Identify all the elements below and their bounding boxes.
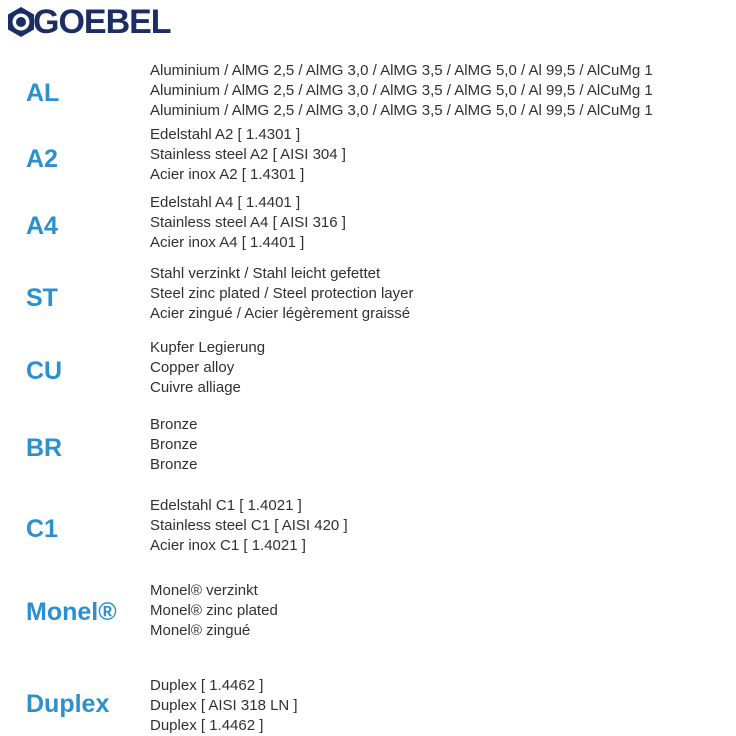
material-code-duplex: Duplex bbox=[26, 690, 110, 718]
desc-line-fr: Duplex [ 1.4462 ] bbox=[150, 717, 264, 734]
brand-name: GOEBEL bbox=[33, 3, 171, 41]
desc-line-fr: Acier inox C1 [ 1.4021 ] bbox=[150, 537, 306, 554]
desc-line-fr: Acier inox A4 [ 1.4401 ] bbox=[150, 234, 305, 251]
material-desc-cu bbox=[150, 338, 265, 398]
material-desc-monel bbox=[150, 581, 278, 641]
material-code-st: ST bbox=[26, 284, 58, 312]
desc-line-de: Edelstahl A4 [ 1.4401 ] bbox=[150, 194, 301, 211]
desc-line-fr: Monel® zingué bbox=[150, 622, 251, 639]
desc-line-de: Aluminium / AlMG 2,5 / AlMG 3,0 / AlMG 3,5 / AlMG 5,0 / Al 99,5 / AlCuMg 1 bbox=[150, 62, 653, 79]
material-code-monel: Monel® bbox=[26, 598, 117, 626]
desc-line-de: Bronze bbox=[150, 416, 198, 433]
material-desc-c1 bbox=[150, 496, 348, 556]
material-code-a4: A4 bbox=[26, 212, 58, 240]
desc-line-en: Duplex [ AISI 318 LN ] bbox=[150, 697, 298, 714]
material-desc-al bbox=[150, 61, 653, 121]
desc-line-fr: Bronze bbox=[150, 456, 198, 473]
desc-line-en: Stainless steel A4 [ AISI 316 ] bbox=[150, 214, 346, 231]
desc-line-en: Monel® zinc plated bbox=[150, 602, 278, 619]
desc-line-en: Bronze bbox=[150, 436, 198, 453]
desc-line-fr: Aluminium / AlMG 2,5 / AlMG 3,0 / AlMG 3,5 / AlMG 5,0 / Al 99,5 / AlCuMg 1 bbox=[150, 102, 653, 119]
desc-line-en: Steel zinc plated / Steel protection layer bbox=[150, 285, 414, 302]
material-desc-a4 bbox=[150, 193, 346, 253]
desc-line-de: Duplex [ 1.4462 ] bbox=[150, 677, 264, 694]
material-code-a2: A2 bbox=[26, 145, 58, 173]
material-desc-br bbox=[150, 415, 198, 475]
desc-line-en: Stainless steel A2 [ AISI 304 ] bbox=[150, 146, 346, 163]
material-desc-st bbox=[150, 264, 413, 324]
desc-line-en: Aluminium / AlMG 2,5 / AlMG 3,0 / AlMG 3,5 / AlMG 5,0 / Al 99,5 / AlCuMg 1 bbox=[150, 82, 653, 99]
material-code-br: BR bbox=[26, 434, 63, 462]
desc-line-de: Edelstahl A2 [ 1.4301 ] bbox=[150, 126, 301, 143]
hex-nut-icon bbox=[6, 6, 36, 38]
desc-line-de: Edelstahl C1 [ 1.4021 ] bbox=[150, 497, 302, 514]
material-desc-a2 bbox=[150, 125, 346, 185]
desc-line-de: Kupfer Legierung bbox=[150, 339, 266, 356]
desc-line-de: Monel® verzinkt bbox=[150, 582, 258, 599]
material-code-cu: CU bbox=[26, 357, 63, 385]
brand-logo bbox=[6, 4, 171, 40]
material-code-c1: C1 bbox=[26, 515, 58, 543]
desc-line-fr: Cuivre alliage bbox=[150, 379, 241, 396]
desc-line-en: Stainless steel C1 [ AISI 420 ] bbox=[150, 517, 348, 534]
desc-line-de: Stahl verzinkt / Stahl leicht gefettet bbox=[150, 265, 381, 282]
desc-line-fr: Acier inox A2 [ 1.4301 ] bbox=[150, 166, 305, 183]
material-code-al: AL bbox=[26, 79, 60, 107]
desc-line-fr: Acier zingué / Acier légèrement graissé bbox=[150, 305, 411, 322]
desc-line-en: Copper alloy bbox=[150, 359, 235, 376]
material-desc-duplex bbox=[150, 676, 298, 736]
